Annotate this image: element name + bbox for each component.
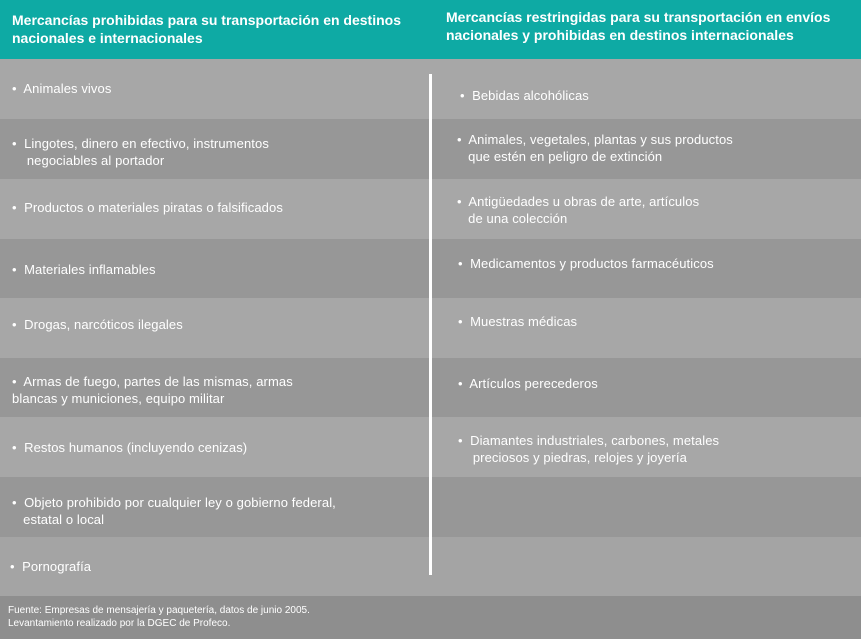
source-note-line: Fuente: Empresas de mensajería y paquetería, datos de junio 2005.: [8, 605, 310, 616]
list-item: • Animales, vegetales, plantas y sus productos que estén en peligro de extinción: [457, 132, 733, 164]
list-item: • Artículos perecederos: [458, 376, 598, 391]
list-item: • Lingotes, dinero en efectivo, instrumentos negociables al portador: [12, 136, 269, 168]
list-item: • Medicamentos y productos farmacéuticos: [458, 256, 714, 271]
list-item: • Bebidas alcohólicas: [460, 88, 589, 103]
table-header: [0, 0, 861, 59]
list-item: • Diamantes industriales, carbones, metales preciosos y piedras, relojes y joyería: [458, 433, 720, 465]
source-note-line: Levantamiento realizado por la DGEC de Profeco.: [8, 618, 231, 629]
list-item: • Armas de fuego, partes de las mismas, armas blancas y municiones, equipo militar: [12, 374, 293, 406]
list-item: • Antigüedades u obras de arte, artículos de una colección: [457, 194, 700, 226]
list-item: • Pornografía: [10, 559, 92, 574]
list-item: • Objeto prohibido por cualquier ley o gobierno federal, estatal o local: [12, 495, 336, 527]
header-prohibited-title: Mercancías prohibidas para su transportación en destinos nacionales e internacionales: [12, 12, 401, 46]
column-divider: [429, 74, 432, 575]
list-item: • Muestras médicas: [458, 314, 578, 329]
list-item: • Drogas, narcóticos ilegales: [12, 317, 183, 332]
source-note: [8, 604, 310, 630]
list-item: • Animales vivos: [12, 81, 112, 96]
list-item: • Restos humanos (incluyendo cenizas): [12, 440, 248, 455]
header-restricted-title: Mercancías restringidas para su transportación en envíos nacionales y prohibidas en destinos internacionales: [446, 9, 831, 43]
list-item: • Productos o materiales piratas o falsificados: [12, 200, 283, 215]
list-item: • Materiales inflamables: [12, 262, 156, 277]
